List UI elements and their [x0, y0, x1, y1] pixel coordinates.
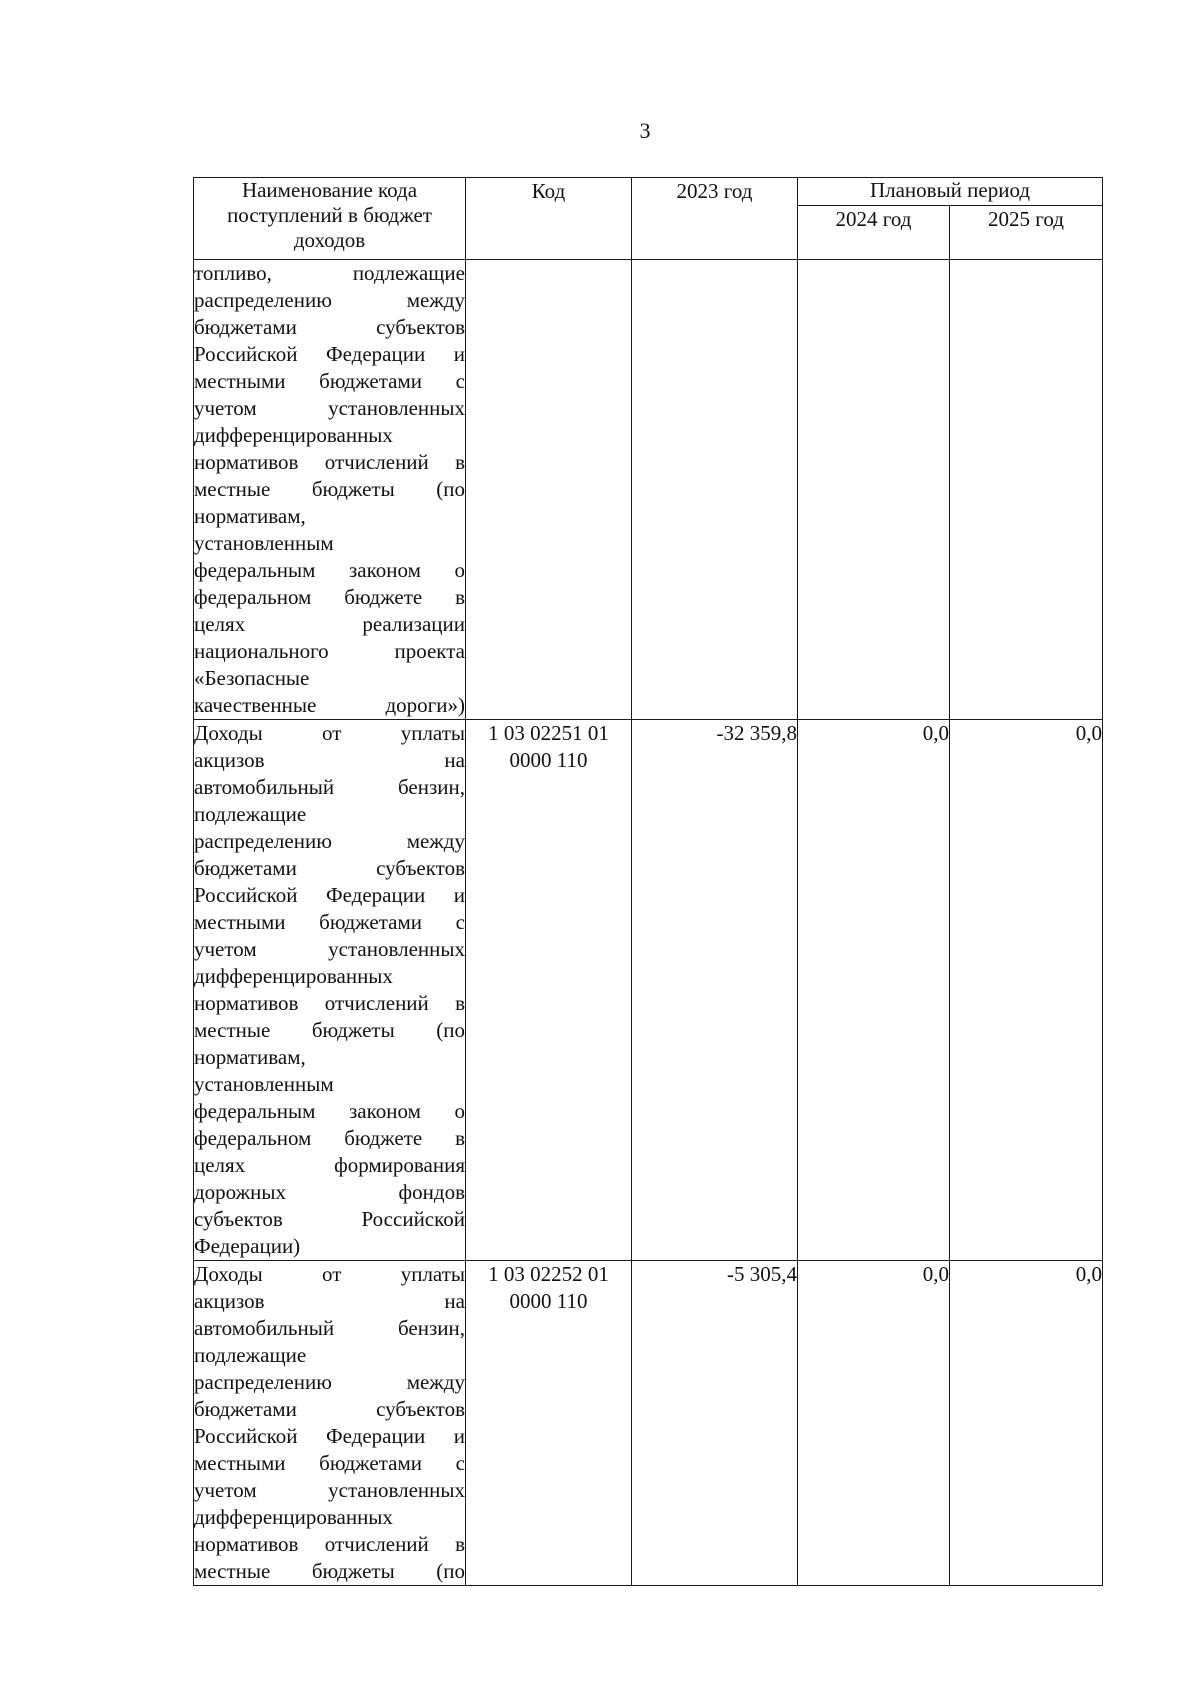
row-value-2023: -5 305,4 [632, 1261, 798, 1586]
row-name-cell [194, 260, 466, 720]
row-name-line: бюджетами субъектов [194, 856, 465, 880]
row-name-line: Российской Федерации и [194, 342, 465, 366]
row-name-line: бюджетами субъектов [194, 315, 465, 339]
row-name-line: бюджетами субъектов [194, 1397, 465, 1421]
row-name-line: топливо, подлежащие [194, 261, 465, 285]
row-code-cell [466, 260, 632, 720]
row-value-2024: 0,0 [798, 720, 950, 1261]
row-name-line: нормативов отчислений в [194, 1532, 465, 1556]
row-name-line: целях формирования [194, 1153, 465, 1177]
row-name-line: целях реализации [194, 612, 465, 636]
row-name-cell [194, 1261, 466, 1586]
row-name-line: учетом установленных [194, 1478, 465, 1502]
row-name-line: Федерации) [194, 1234, 301, 1258]
row-code-cell: 1 03 02251 01 0000 110 [466, 720, 632, 1261]
table-row [194, 260, 1103, 720]
row-name-line: дифференцированных [194, 423, 393, 447]
header-plan-period: Плановый период [798, 178, 1103, 206]
header-code: Код [466, 178, 632, 260]
row-value-2023 [632, 260, 798, 720]
row-value-2024 [798, 260, 950, 720]
row-name-line: нормативам, [194, 1045, 306, 1069]
row-name-line: нормативам, [194, 504, 306, 528]
row-name-line: акцизов на [194, 1289, 465, 1313]
row-name-line: местные бюджеты (по [194, 1018, 465, 1042]
row-name-line: Доходы от уплаты [194, 1262, 465, 1286]
row-value-2024: 0,0 [798, 1261, 950, 1586]
row-name-line: национального проекта [194, 639, 465, 663]
row-name-line: учетом установленных [194, 396, 465, 420]
row-value-2025: 0,0 [950, 1261, 1103, 1586]
row-name-line: распределению между [194, 1370, 465, 1394]
row-name-line: дорожных фондов [194, 1180, 465, 1204]
table-row [194, 720, 1103, 1261]
row-name-line: местные бюджеты (по [194, 477, 465, 501]
row-name-line: учетом установленных [194, 937, 465, 961]
row-name-line: акцизов на [194, 748, 465, 772]
row-name-line: «Безопасные [194, 666, 310, 690]
row-name-line: местные бюджеты (по [194, 1559, 465, 1583]
row-name-line: дифференцированных [194, 964, 393, 988]
row-name-line: нормативов отчислений в [194, 991, 465, 1015]
row-name-line: местными бюджетами с [194, 1451, 465, 1475]
row-name-line: федеральным законом о [194, 558, 465, 582]
row-name-line: распределению между [194, 288, 465, 312]
table-row [194, 1261, 1103, 1586]
row-code-cell: 1 03 02252 01 0000 110 [466, 1261, 632, 1586]
row-name-line: подлежащие [194, 1343, 307, 1367]
row-name-line: местными бюджетами с [194, 369, 465, 393]
row-name-line: нормативов отчислений в [194, 450, 465, 474]
row-value-2023: -32 359,8 [632, 720, 798, 1261]
row-name-line: федеральном бюджете в [194, 585, 465, 609]
row-value-2025: 0,0 [950, 720, 1103, 1261]
row-name-line: субъектов Российской [194, 1207, 465, 1231]
row-name-line: распределению между [194, 829, 465, 853]
header-year-2025: 2025 год [950, 206, 1103, 260]
row-name-cell [194, 720, 466, 1261]
row-name-line: дифференцированных [194, 1505, 393, 1529]
row-name-line: федеральным законом о [194, 1099, 465, 1123]
row-value-2025 [950, 260, 1103, 720]
header-year-2024: 2024 год [798, 206, 950, 260]
row-name-line: качественные дороги») [194, 693, 465, 717]
row-name-line: местными бюджетами с [194, 910, 465, 934]
row-name-line: автомобильный бензин, [194, 775, 465, 799]
row-name-line: Российской Федерации и [194, 883, 465, 907]
row-name-line: установленным [194, 1072, 334, 1096]
row-name-line: Доходы от уплаты [194, 721, 465, 745]
row-name-line: Российской Федерации и [194, 1424, 465, 1448]
header-name: Наименование кода поступлений в бюджет доходов [194, 178, 466, 260]
row-name-line: подлежащие [194, 802, 307, 826]
row-name-line: установленным [194, 531, 334, 555]
row-name-line: автомобильный бензин, [194, 1316, 465, 1340]
row-name-line: федеральном бюджете в [194, 1126, 465, 1150]
header-year-2023: 2023 год [632, 178, 798, 260]
revenue-table [193, 177, 1103, 1586]
page-number: 3 [639, 118, 651, 143]
